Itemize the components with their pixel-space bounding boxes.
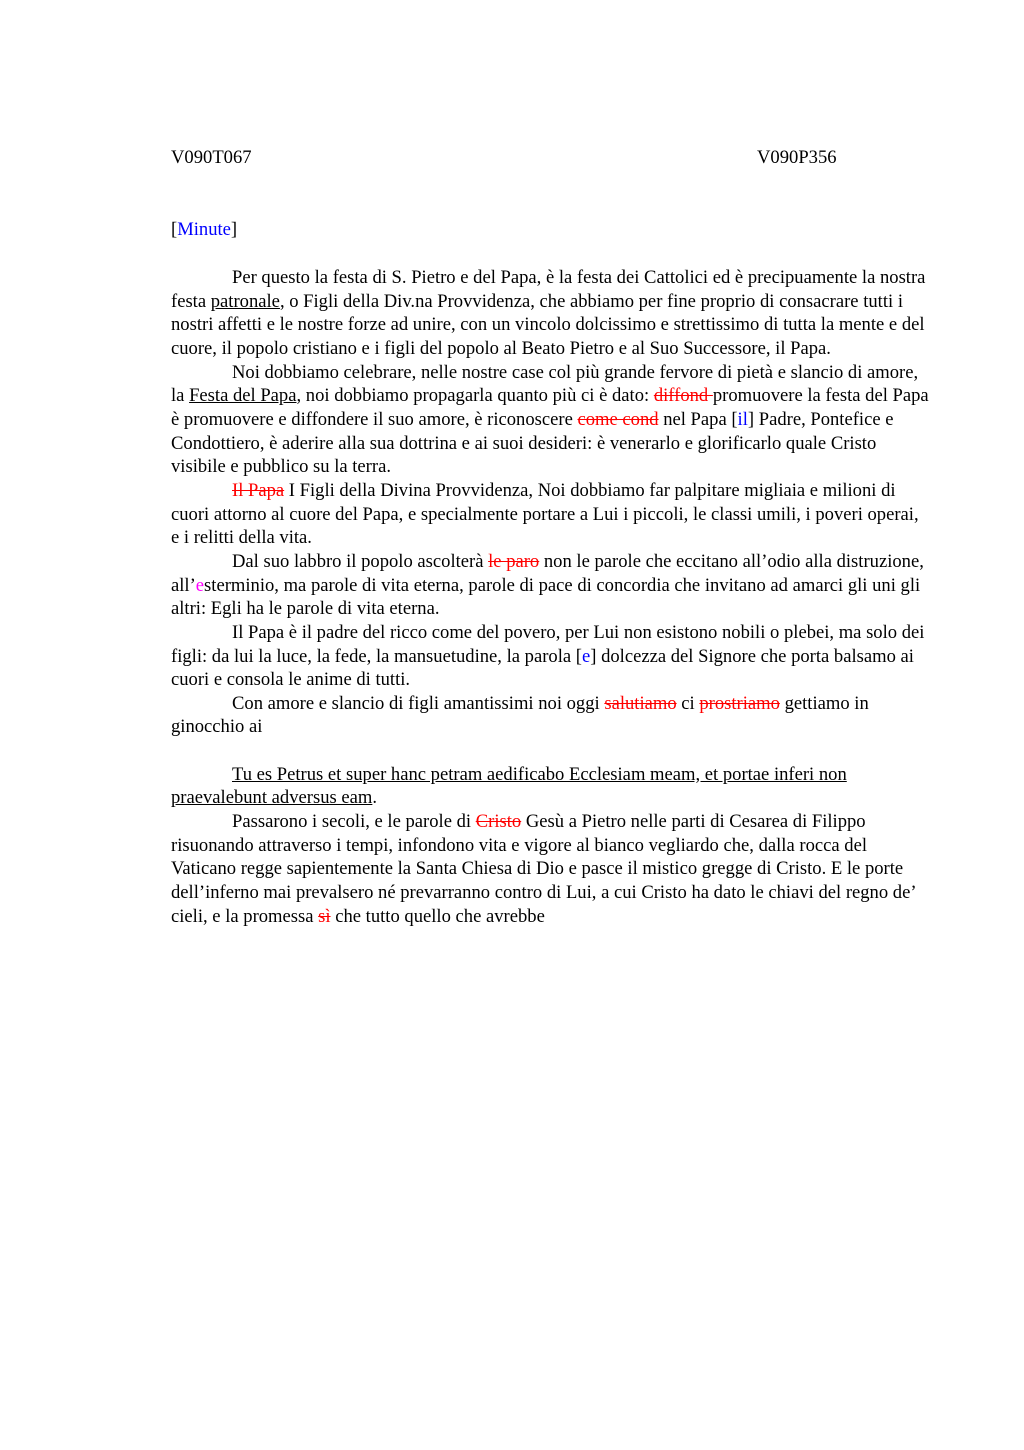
paragraph-2 (171, 361, 931, 479)
text-run: Gesù a Pietro nelle parti di Cesarea di Filippo risuonando attraverso i tempi, infondono vita e vigore al bianco vegliardo che, dalla rocca del Vaticano regge sapientemente la Santa Chiesa di Dio e pasce il mistico gregge di Cristo. E le porte dell’inferno mai prevalsero né prevarranno contro di Lui, a cui Cristo ha dato le chiavi del regno de’ cieli, e la promessa (171, 811, 916, 927)
text-run: Per questo la festa di S. Pietro e del Papa, è la festa dei Cattolici ed è precipuamente la nostra festa (171, 267, 926, 312)
editorial-insertion: il (737, 408, 748, 430)
paragraph-8 (171, 810, 931, 928)
text-run: I Figli della Divina Provvidenza, Noi dobbiamo far palpitare migliaia e milioni di cuori attorno al cuore del Papa, e specialmente portare a Lui i piccoli, le classi umili, i poveri operai, e i relitti della vita. (171, 479, 919, 549)
text-run: ] dolcezza del Signore che porta balsamo ai cuori e consola le anime di tutti. (171, 645, 914, 691)
deleted-text: prostriamo (699, 692, 780, 714)
deleted-text: salutiamo (604, 692, 677, 714)
label-text: Minute (177, 219, 231, 240)
deleted-text: Il Papa (232, 479, 285, 501)
paragraph-1 (171, 266, 931, 361)
paragraph-6 (171, 692, 931, 739)
deleted-text: sì (318, 905, 331, 927)
underlined-quote: Tu es Petrus et super hanc petram aedificabo Ecclesiam meam, et portae inferi non praevalebunt adversus eam (171, 763, 847, 809)
paragraph-4 (171, 550, 931, 621)
text-run: gettiamo in ginocchio ai (171, 692, 869, 738)
text-run: Dal suo labbro il popolo ascolterà (232, 550, 489, 572)
deleted-text: le paro (488, 550, 540, 572)
deleted-text: diffond (653, 385, 713, 407)
blank-line (171, 739, 931, 763)
text-run: nel Papa [ (658, 408, 738, 430)
text-run: non le parole che eccitano all’odio alla distruzione, all’ (171, 550, 924, 596)
section-label (171, 218, 237, 242)
text-run: , o Figli della Div.na Provvidenza, che abbiamo per fine proprio di consacrare tutti i nostri affetti e le nostre forze ad unire, con un vincolo dolcissimo e strettissimo di tutta la mente e del cuore, il popolo cristiano e i figli del popolo al Beato Pietro e al Suo Successore, il Papa. (171, 290, 925, 359)
paragraph-7-latin-quote (171, 763, 931, 810)
document-code-left: V090T067 (171, 147, 252, 168)
text-run: , noi dobbiamo propagarla quanto più ci è dato: (296, 385, 654, 407)
paragraph-5 (171, 621, 931, 692)
deleted-text: Cristo (475, 811, 522, 833)
page-code-right: V090P356 (757, 147, 837, 168)
text-run: ci (676, 692, 700, 714)
text-run: che tutto quello che avrebbe (330, 905, 545, 927)
label-close-bracket: ] (230, 219, 238, 240)
text-run: . (372, 787, 378, 809)
text-run: Il Papa è il padre del ricco come del povero, per Lui non esistono nobili o plebei, ma solo dei figli: da lui la luce, la fede, la mansuetudine, la parola [ (171, 621, 925, 667)
text-run: Passarono i secoli, e le parole di (232, 811, 476, 833)
text-run: Con amore e slancio di figli amantissimi noi oggi (232, 692, 605, 714)
underlined-text: Festa del Papa (189, 385, 297, 407)
deleted-text: come cond (577, 408, 659, 430)
text-run: Noi dobbiamo celebrare, nelle nostre case col più grande fervore di pietà e slancio di amore, la (171, 361, 919, 407)
editorial-insertion: e (581, 645, 591, 667)
text-run: ] Padre, Pontefice e Condottiero, è aderire alla sua dottrina e ai suoi desideri: è venerarlo e glorificarlo quale Cristo visibile e pubblico su la terra. (171, 408, 894, 478)
text-run: promuovere la festa del Papa è promuovere e diffondere il suo amore, è riconoscere (171, 385, 929, 430)
text-run: sterminio, ma parole di vita eterna, parole di pace di concordia che invitano ad amarci gli uni gli altri: Egli ha le parole di vita eterna. (171, 574, 921, 620)
label-open-bracket: [ (171, 219, 178, 240)
document-body (171, 266, 931, 928)
paragraph-3 (171, 479, 931, 550)
highlighted-letter: e (195, 574, 205, 596)
underlined-text: patronale (210, 290, 280, 312)
